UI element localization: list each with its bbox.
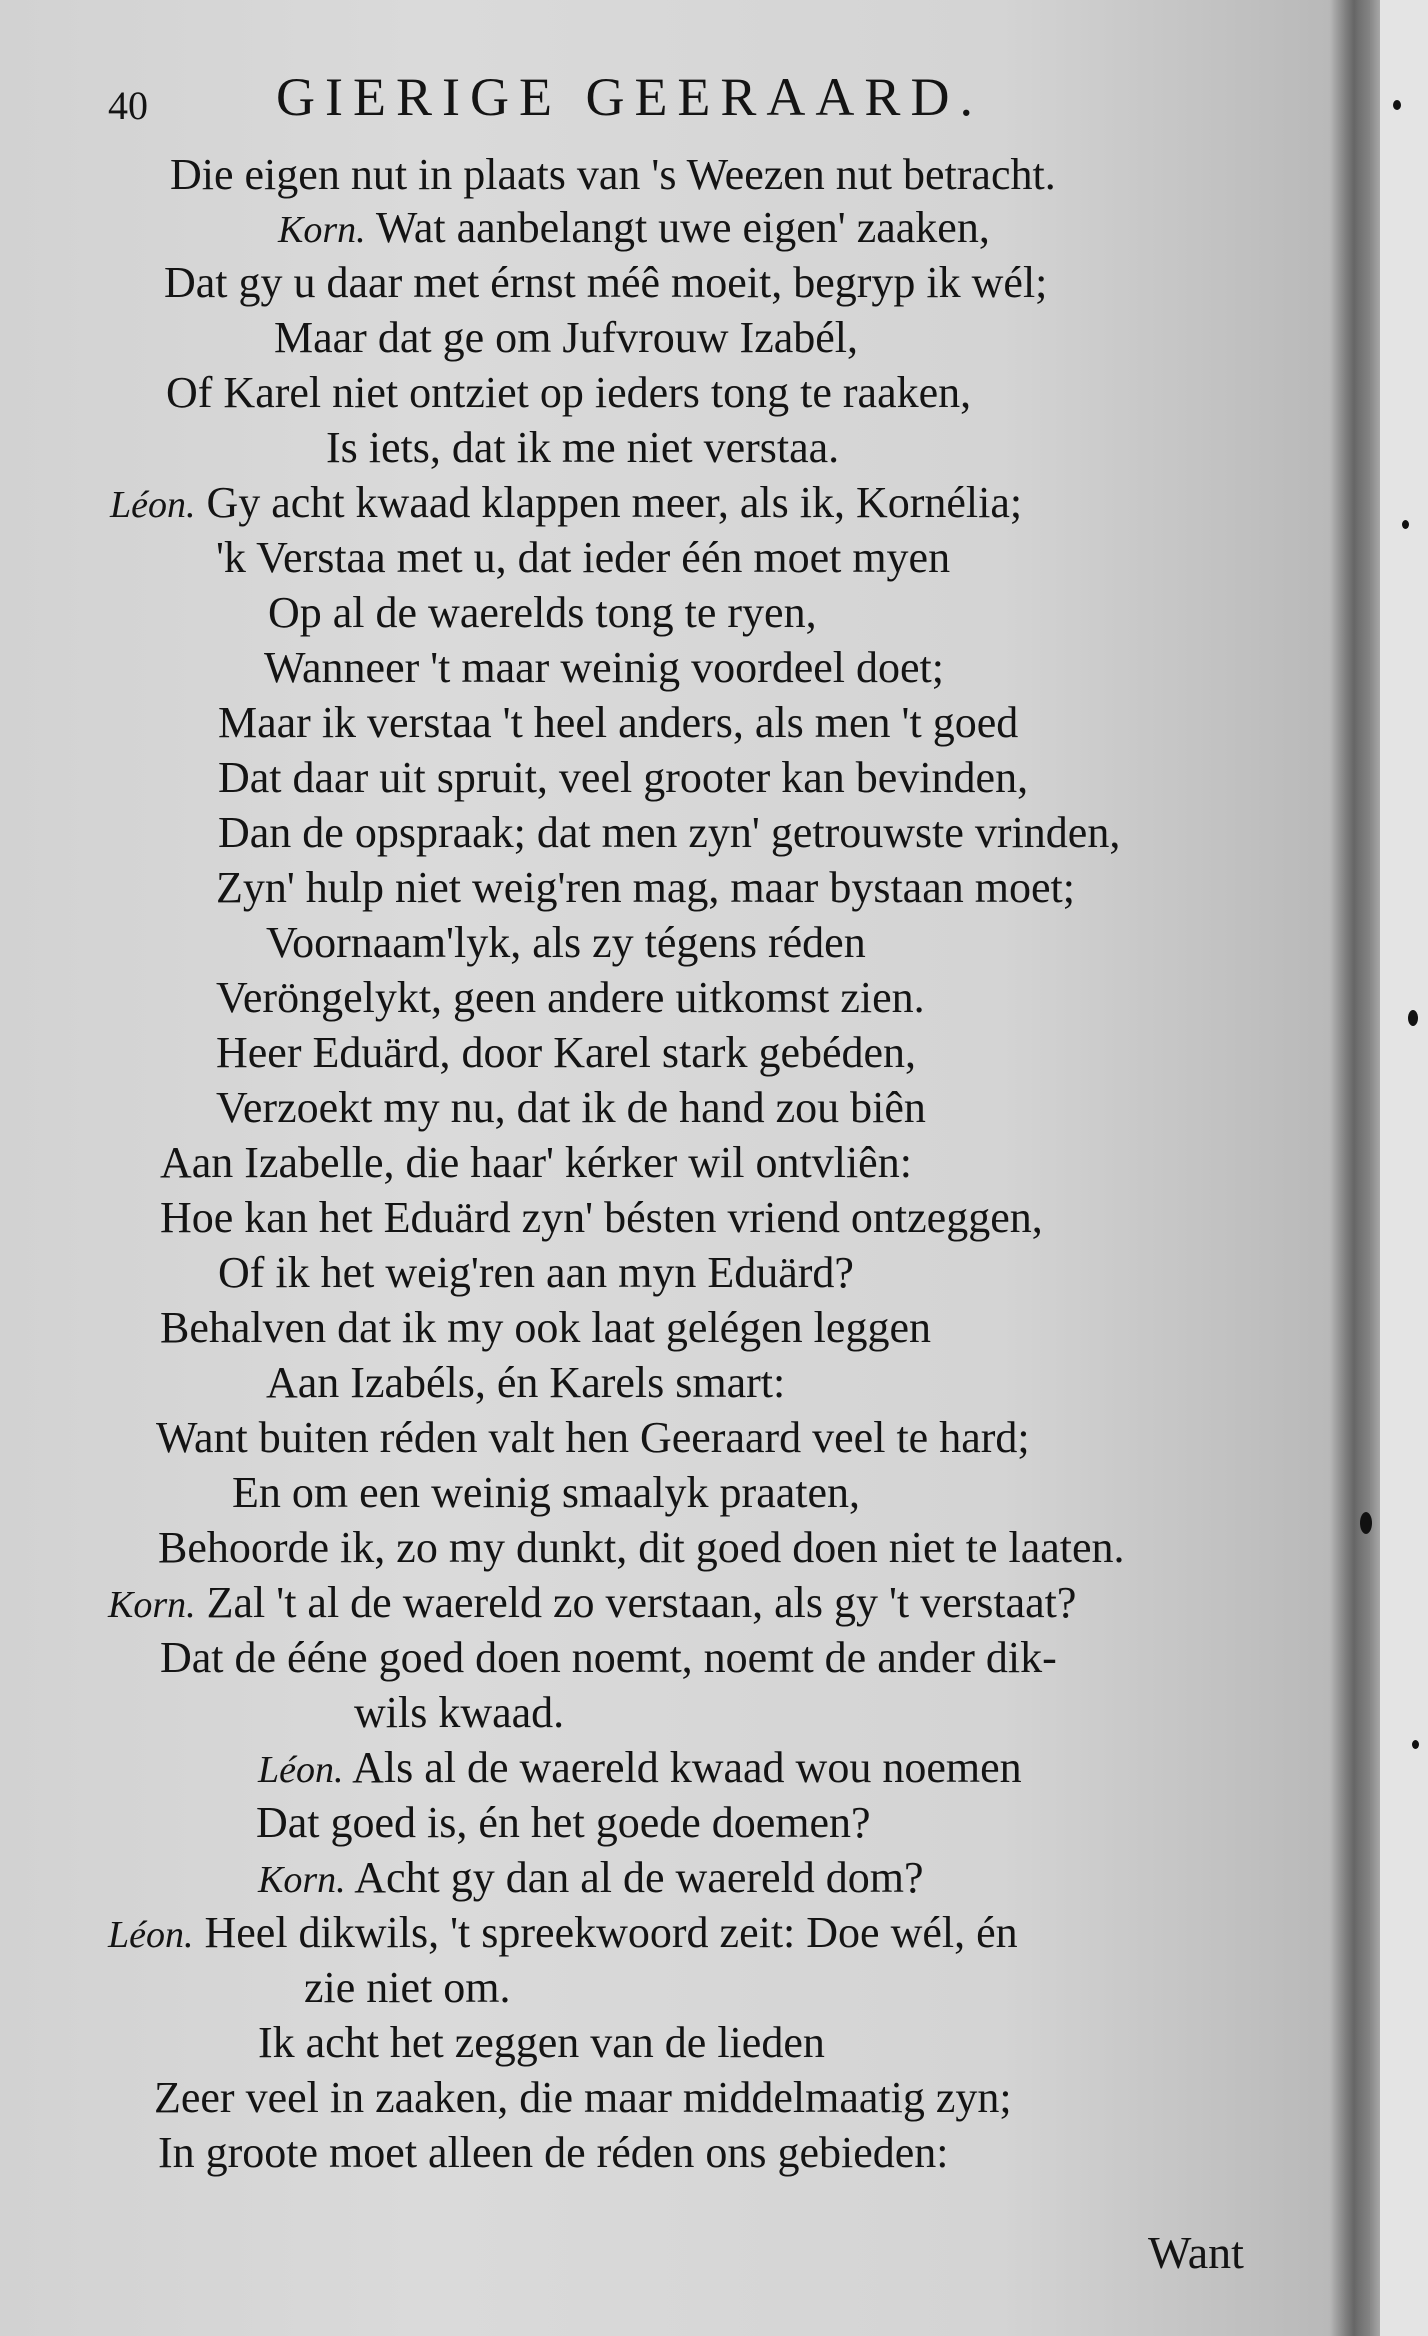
line-text: wils kwaad. bbox=[354, 1688, 565, 1737]
verse-line bbox=[164, 258, 1047, 308]
line-text: In groote moet alleen de réden ons gebieden: bbox=[158, 2128, 949, 2177]
facing-page-edge bbox=[1380, 0, 1428, 2336]
verse-line bbox=[158, 1523, 1125, 1573]
line-text: Aan Izabéls, én Karels smart: bbox=[266, 1358, 786, 1407]
verse-line bbox=[166, 368, 971, 418]
speaker-label: Léon. bbox=[258, 1749, 344, 1791]
ink-speck bbox=[1393, 100, 1401, 110]
ink-speck bbox=[1360, 1512, 1372, 1534]
running-head: GIERIGE GEERAARD. bbox=[276, 67, 983, 127]
line-text: Dat gy u daar met érnst méê moeit, begryp ik wél; bbox=[164, 258, 1048, 307]
verse-line bbox=[110, 478, 1022, 530]
verse-line bbox=[326, 423, 839, 473]
verse-line bbox=[268, 588, 817, 638]
verse-line bbox=[232, 1468, 860, 1518]
verse-line bbox=[354, 1688, 564, 1738]
verse-line bbox=[156, 1413, 1030, 1463]
ink-speck bbox=[1402, 520, 1409, 529]
line-text: Behalven dat ik my ook laat gelégen leggen bbox=[160, 1303, 931, 1352]
verse-line bbox=[218, 1248, 854, 1298]
line-text: Ik acht het zeggen van de lieden bbox=[258, 2018, 825, 2067]
verse-line bbox=[274, 313, 858, 363]
verse-line bbox=[266, 1358, 785, 1408]
verse-line bbox=[278, 203, 990, 255]
verse-line bbox=[170, 150, 1056, 200]
verse-line bbox=[256, 1798, 871, 1848]
line-text: Is iets, dat ik me niet verstaa. bbox=[326, 423, 840, 472]
verse-line bbox=[218, 753, 1028, 803]
line-text: Of ik het weig'ren aan myn Eduärd? bbox=[218, 1248, 854, 1297]
page-header bbox=[108, 66, 1288, 136]
verse-line bbox=[258, 1853, 924, 1905]
verse-line bbox=[216, 973, 925, 1023]
verse-line bbox=[216, 1083, 926, 1133]
verse-line bbox=[266, 918, 866, 968]
line-text: Hoe kan het Eduärd zyn' bésten vriend ontzeggen, bbox=[160, 1193, 1043, 1242]
line-text: Verzoekt my nu, dat ik de hand zou biên bbox=[216, 1083, 926, 1132]
verse-line bbox=[216, 1028, 916, 1078]
line-text: Voornaam'lyk, als zy tégens réden bbox=[266, 918, 866, 967]
line-text: Want buiten réden valt hen Geeraard veel te hard; bbox=[156, 1413, 1030, 1462]
speaker-label: Korn. bbox=[258, 1859, 346, 1901]
line-text: Wat aanbelangt uwe eigen' zaaken, bbox=[375, 203, 990, 252]
line-text: Op al de waerelds tong te ryen, bbox=[268, 588, 817, 637]
line-text: Acht gy dan al de waereld dom? bbox=[354, 1853, 924, 1902]
line-text: 'k Verstaa met u, dat ieder één moet myen bbox=[216, 533, 951, 582]
line-text: En om een weinig smaalyk praaten, bbox=[232, 1468, 861, 1517]
verse-line bbox=[218, 698, 1018, 748]
verse-line bbox=[108, 1578, 1076, 1630]
speaker-label: Korn. bbox=[278, 209, 366, 251]
verse-line bbox=[216, 863, 1075, 913]
line-text: Dat de ééne goed doen noemt, noemt de ander dik- bbox=[160, 1633, 1057, 1682]
line-text: Heer Eduärd, door Karel stark gebéden, bbox=[216, 1028, 917, 1077]
page-number: 40 bbox=[108, 83, 148, 128]
line-text: Gy acht kwaad klappen meer, als ik, Kornélia; bbox=[206, 478, 1023, 527]
line-text: Dat daar uit spruit, veel grooter kan bevinden, bbox=[218, 753, 1029, 802]
verse-line bbox=[160, 1138, 912, 1188]
line-text: Als al de waereld kwaad wou noemen bbox=[352, 1743, 1022, 1792]
ink-speck bbox=[1412, 1740, 1419, 1749]
speaker-label: Léon. bbox=[110, 484, 196, 526]
line-text: Aan Izabelle, die haar' kérker wil ontvliên: bbox=[160, 1138, 912, 1187]
line-text: Maar dat ge om Jufvrouw Izabél, bbox=[274, 313, 859, 362]
ink-speck bbox=[1408, 1010, 1418, 1026]
verse-line bbox=[160, 1193, 1043, 1243]
verse-line bbox=[160, 1633, 1057, 1683]
speaker-label: Korn. bbox=[108, 1584, 196, 1626]
line-text: Wanneer 't maar weinig voordeel doet; bbox=[264, 643, 945, 692]
line-text: Zal 't al de waereld zo verstaan, als gy 't verstaat? bbox=[206, 1578, 1077, 1627]
line-text: Of Karel niet ontziet op ieders tong te raaken, bbox=[166, 368, 972, 417]
line-text: zie niet om. bbox=[304, 1963, 511, 2012]
verse-line bbox=[154, 2073, 1012, 2123]
verse-line bbox=[160, 1303, 931, 1353]
verse-line bbox=[158, 2128, 948, 2178]
catchword: Want bbox=[1148, 2227, 1244, 2278]
line-text: Heel dikwils, 't spreekwoord zeit: Doe wél, én bbox=[204, 1908, 1018, 1957]
verse-line bbox=[218, 808, 1120, 858]
line-text: Behoorde ik, zo my dunkt, dit goed doen niet te laaten. bbox=[158, 1523, 1125, 1572]
verse-line bbox=[108, 1908, 1018, 1960]
gutter-shadow bbox=[1330, 0, 1370, 2336]
line-text: Zyn' hulp niet weig'ren mag, maar bystaan moet; bbox=[216, 863, 1075, 912]
verse-line bbox=[264, 643, 944, 693]
line-text: Zeer veel in zaaken, die maar middelmaatig zyn; bbox=[154, 2073, 1012, 2122]
verse-line bbox=[216, 533, 950, 583]
line-text: Veröngelykt, geen andere uitkomst zien. bbox=[216, 973, 925, 1022]
speaker-label: Léon. bbox=[108, 1914, 194, 1956]
line-text: Dan de opspraak; dat men zyn' getrouwste vrinden, bbox=[218, 808, 1121, 857]
verse-line bbox=[258, 2018, 825, 2068]
verse-line bbox=[304, 1963, 511, 2013]
line-text: Dat goed is, én het goede doemen? bbox=[256, 1798, 871, 1847]
line-text: Maar ik verstaa 't heel anders, als men 't goed bbox=[218, 698, 1019, 747]
line-text: Die eigen nut in plaats van 's Weezen nut betracht. bbox=[170, 150, 1056, 199]
verse-line bbox=[258, 1743, 1022, 1795]
